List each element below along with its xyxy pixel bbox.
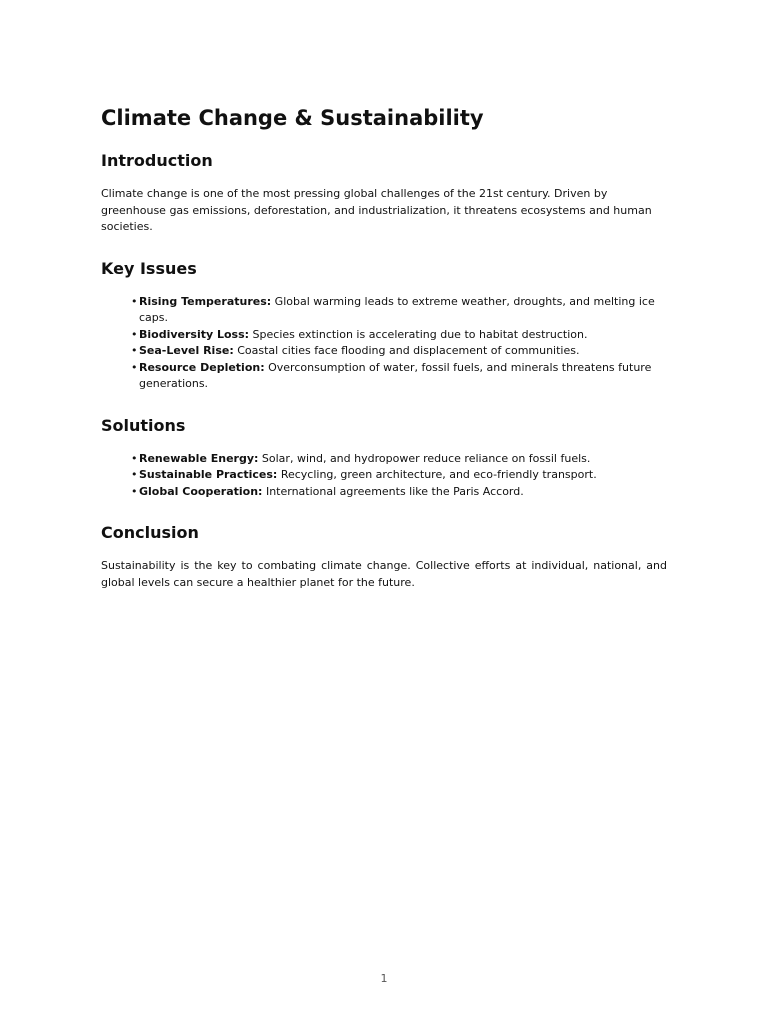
introduction-heading: Introduction: [101, 151, 213, 170]
list-item-label: Sustainable Practices:: [139, 468, 278, 481]
key-issues-heading: Key Issues: [101, 258, 197, 278]
list-item-text: Coastal cities face flooding and displacement of communities.: [233, 344, 580, 357]
list-item-text: Recycling, green architecture, and eco-friendly transport.: [277, 468, 597, 481]
list-item-label: Rising Temperatures:: [139, 294, 272, 308]
bullet-icon: •: [131, 468, 138, 481]
list-item-text: Overconsumption of water, fossil fuels, and minerals threatens future generations.: [139, 360, 652, 390]
list-item-text: Solar, wind, and hydropower reduce reliance on fossil fuels.: [258, 451, 591, 465]
list-item-label: Sea-Level Rise:: [139, 344, 234, 357]
conclusion-paragraph: Sustainability is the key to combating climate change. Collective efforts at individual, national, and global levels can secure a healthier planet for the future.: [101, 559, 667, 589]
bullet-icon: •: [131, 344, 138, 357]
list-item: [131, 360, 667, 393]
introduction-paragraph: Climate change is one of the most pressing global challenges of the 21st century. Driven by greenhouse gas emissions, deforestation, and industrialization, it threatens ecosystems and human societies.: [101, 187, 652, 233]
list-item: [131, 451, 667, 468]
document-title: Climate Change & Sustainability: [101, 106, 484, 130]
list-item-text: Global warming leads to extreme weather, droughts, and melting ice caps.: [139, 294, 655, 324]
solutions-heading: Solutions: [101, 415, 186, 435]
list-item: [131, 327, 667, 344]
document-page: [101, 103, 667, 613]
bullet-icon: •: [131, 451, 138, 465]
list-item-text: Species extinction is accelerating due to habitat destruction.: [249, 327, 588, 341]
key-issues-list: [101, 294, 667, 393]
list-item-label: Biodiversity Loss:: [139, 327, 250, 341]
bullet-icon: •: [131, 360, 138, 374]
bullet-icon: •: [131, 484, 138, 498]
list-item: [131, 484, 667, 501]
conclusion-heading: Conclusion: [101, 523, 199, 542]
list-item: [131, 294, 667, 327]
list-item: [131, 467, 667, 484]
solutions-list: [101, 451, 667, 501]
bullet-icon: •: [131, 327, 138, 341]
list-item-label: Renewable Energy:: [139, 451, 259, 465]
list-item-text: International agreements like the Paris Accord.: [262, 484, 524, 498]
list-item-label: Resource Depletion:: [139, 360, 265, 374]
list-item: [131, 343, 667, 360]
page-number: 1: [380, 972, 388, 985]
bullet-icon: •: [131, 294, 138, 308]
list-item-label: Global Cooperation:: [139, 484, 263, 498]
